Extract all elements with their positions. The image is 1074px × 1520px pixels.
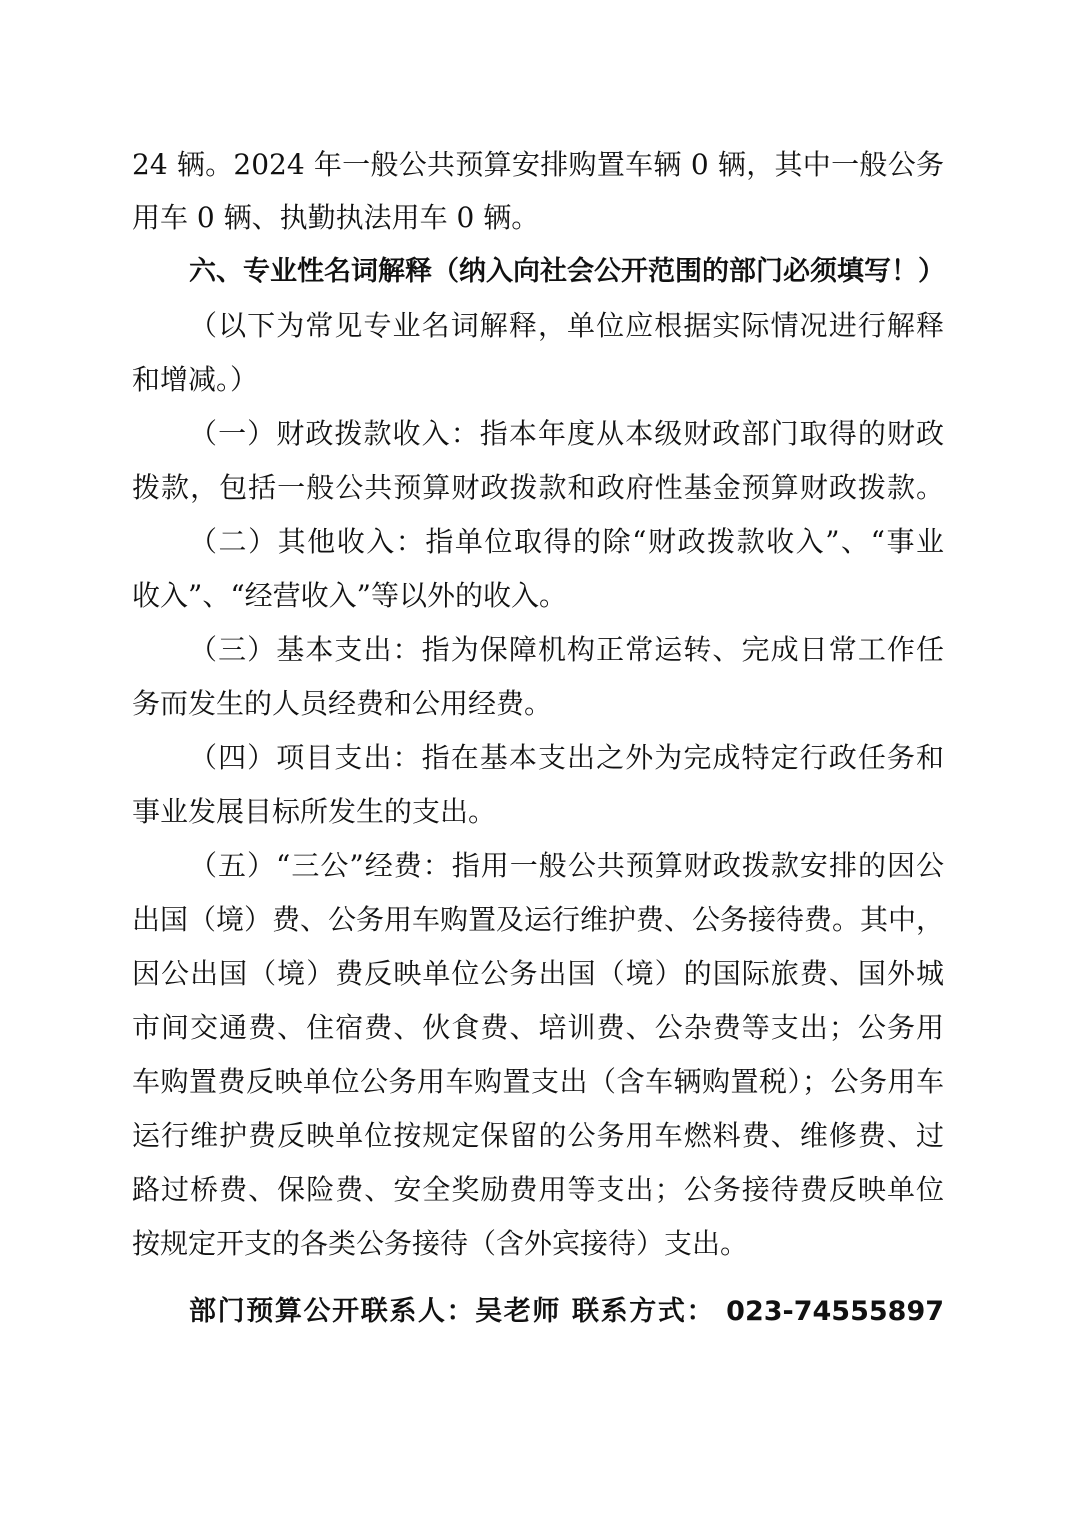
paragraph-line: （五）“三公”经费：指用一般公共预算财政拨款安排的因公: [189, 849, 944, 882]
contact-phone: 023-74555897: [726, 1296, 945, 1327]
paragraph-line: 按规定开支的各类公务接待（含外宾接待）支出。: [132, 1227, 749, 1260]
paragraph-line: （以下为常见专业名词解释，单位应根据实际情况进行解释: [189, 309, 944, 342]
paragraph-line: 出国（境）费、公务用车购置及运行维护费、公务接待费。其中，: [132, 903, 945, 936]
paragraph-line: 收入”、“经营收入”等以外的收入。: [132, 579, 567, 612]
contact-person: 部门预算公开联系人：吴老师: [189, 1296, 562, 1327]
paragraph-line: 用车 0 辆、执勤执法用车 0 辆。: [132, 201, 540, 234]
paragraph-line: （三）基本支出：指为保障机构正常运转、完成日常工作任: [189, 633, 944, 666]
paragraph-line: 路过桥费、保险费、安全奖励费用等支出；公务接待费反映单位: [132, 1173, 944, 1206]
paragraph-line: 车购置费反映单位公务用车购置支出（含车辆购置税）；公务用车: [132, 1065, 944, 1098]
contact-method-label: 联系方式：: [572, 1296, 716, 1327]
paragraph-line: 因公出国（境）费反映单位公务出国（境）的国际旅费、国外城: [132, 957, 944, 990]
paragraph-line: 市间交通费、住宿费、伙食费、培训费、公杂费等支出；公务用: [132, 1011, 944, 1044]
paragraph-line: 拨款，包括一般公共预算财政拨款和政府性基金预算财政拨款。: [132, 471, 944, 504]
paragraph-line: （二）其他收入：指单位取得的除“财政拨款收入”、“事业: [189, 525, 944, 558]
section-heading: 六、专业性名词解释（纳入向社会公开范围的部门必须填写！）: [189, 256, 945, 287]
paragraph-line: （一）财政拨款收入：指本年度从本级财政部门取得的财政: [189, 417, 944, 450]
paragraph-line: （四）项目支出：指在基本支出之外为完成特定行政任务和: [189, 741, 944, 774]
paragraph-line: 24 辆。2024 年一般公共预算安排购置车辆 0 辆，其中一般公务: [132, 148, 944, 181]
paragraph-line: 和增减。）: [132, 363, 259, 396]
contact-line: [189, 1292, 944, 1332]
paragraph-line: 运行维护费反映单位按规定保留的公务用车燃料费、维修费、过: [132, 1119, 944, 1152]
paragraph-line: 务而发生的人员经费和公用经费。: [132, 687, 553, 720]
paragraph-line: 事业发展目标所发生的支出。: [132, 795, 497, 828]
